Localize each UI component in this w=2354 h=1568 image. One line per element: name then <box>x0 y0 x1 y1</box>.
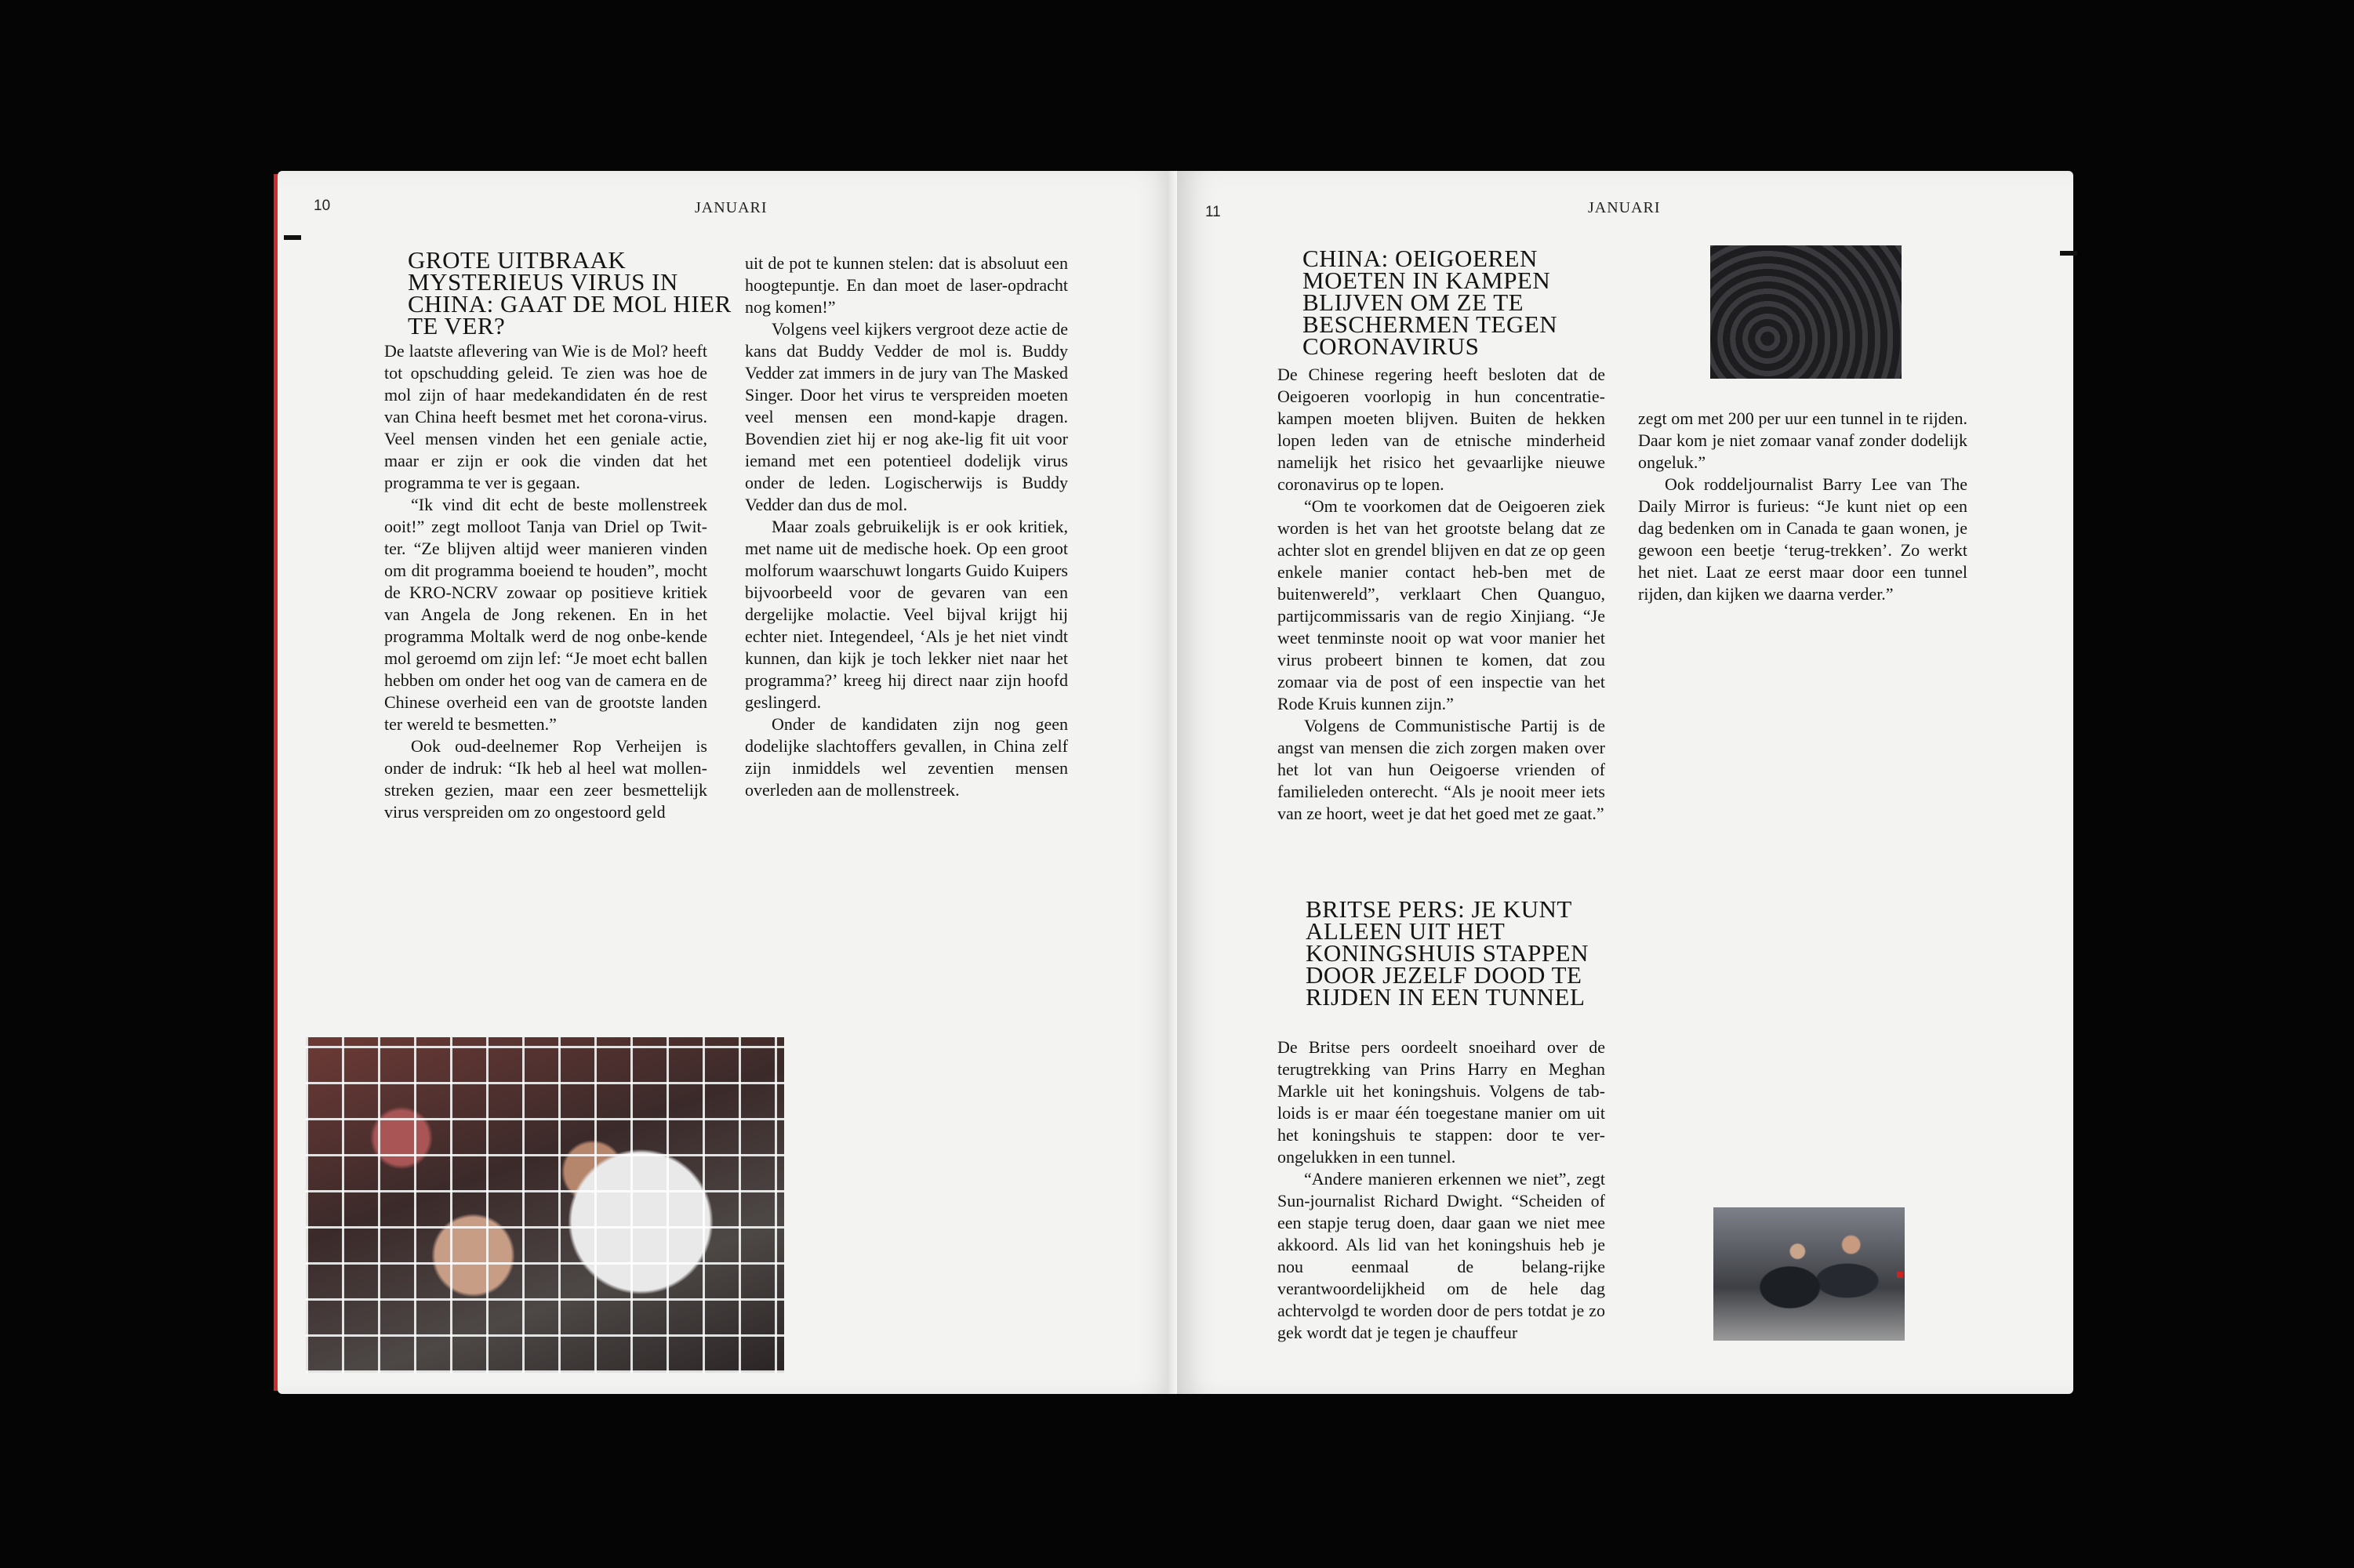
paragraph: De Chinese regering heeft besloten dat de Oeigoeren voorlopig in hun concentratie-kampen moeten blijven. Buiten de hekken lopen leden van de etnische minderheid namelijk het risico het gevaarlijke nieuwe coronavirus op te lopen. <box>1277 365 1605 494</box>
paragraph: De Britse pers oordeelt snoeihard over de terugtrekking van Prins Harry en Meghan Markle uit het koningshuis. Volgens de tab-loids is er maar één toegestane manier om uit het koningshuis te stappen: door te ver-ongelukken in een tunnel. <box>1277 1037 1605 1167</box>
running-head-right: JANUARI <box>1588 199 1661 216</box>
headline-mol-virus: GROTE UITBRAAK MYSTERIEUS VIRUS IN CHINA: GAAT DE MOL HIER TE VER? <box>408 246 732 339</box>
right-page <box>1177 171 2073 1394</box>
paragraph: “Andere manieren erkennen we niet”, zegt Sun-journalist Richard Dwight. “Scheiden of een stapje terug doen, daar gaan we niet mee akkoord. Als lid van het koningshuis heb je nou eenmaal de belang-rijke verantwoordelijkheid om de hele dag achtervolgd te worden door de pers totdat je zo gek wordt dat je tegen je chauffeur <box>1277 1169 1605 1342</box>
paragraph: zegt om met 200 per uur een tunnel in te rijden. Daar kom je niet zomaar vanaf zonder dodelijk ongeluk.” <box>1638 408 1967 472</box>
paragraph: “Om te voorkomen dat de Oeigoeren ziek worden is het van het grootste belang dat ze achter slot en grendel blijven en dat ze op geen enkele manier contact heb-ben met de buitenwereld”, verklaart Chen Quanguo, partijcommissaris van de regio Xinjiang. “Je weet tenminste nooit op wat voor manier het virus probeert binnen te komen, dat zou zomaar via de post of een inspectie van het Rode Kruis kunnen zijn.” <box>1277 496 1605 713</box>
registration-mark <box>2060 251 2077 256</box>
paragraph: Volgens de Communistische Partij is de angst van mensen die zich zorgen maken over het lot van hun Oeigoerse vrienden of familieleden onterecht. “Als je nooit meer iets van ze hoort, weet je dat het goed met ze gaat.” <box>1277 716 1605 823</box>
page-number-left: 10 <box>314 198 331 214</box>
paragraph: Volgens veel kijkers vergroot deze actie de kans dat Buddy Vedder de mol is. Buddy Vedder zat immers in de jury van The Masked Singer. Door het virus te verspreiden moeten veel mensen een mond-kapje dragen. Bovendien ziet hij er nog ake-lig fit uit voor iemand met een potentieel dodelijk virus onder de leden. Logischerwijs is Buddy Vedder dan dus de mol. <box>745 319 1068 514</box>
article-column-oeigoeren <box>1277 364 1605 825</box>
registration-mark <box>284 235 301 240</box>
headline-oeigoeren: CHINA: OEIGOEREN MOETEN IN KAMPEN BLIJVEN OM ZE TE BESCHERMEN TEGEN CORONAVIRUS <box>1302 245 1558 360</box>
article-column-2 <box>745 252 1068 801</box>
article-column-britse-pers-2 <box>1638 408 1967 605</box>
photo-crowd-behind-fence <box>306 1037 784 1373</box>
article-column-1 <box>384 340 707 823</box>
article-column-britse-pers <box>1277 1036 1605 1344</box>
paragraph: Ook oud-deelnemer Rop Verheijen is onder de indruk: “Ik heb al heel wat mollen-streken gezien, maar een zeer besmettelijk virus verspreiden om zo ongestoord geld <box>384 736 707 822</box>
photo-red-marker <box>1897 1272 1903 1278</box>
headline-britse-pers: BRITSE PERS: JE KUNT ALLEEN UIT HET KONINGSHUIS STAPPEN DOOR JEZELF DOOD TE RIJDEN IN EEN TUNNEL <box>1306 895 1589 1011</box>
paragraph: Maar zoals gebruikelijk is er ook kritiek, met name uit de medische hoek. Op een groot molforum waarschuwt longarts Guido Kuipers bijvoorbeeld voor de gevaren van een dergelijke molactie. Veel bijval krijgt hij echter niet. Integendeel, ‘Als je het niet vindt kunnen, dan kijk je toch lekker niet naar het programma?’ kreeg hij direct naar zijn hoofd geslingerd. <box>745 517 1068 712</box>
photo-uighur-camp <box>1710 245 1902 379</box>
running-head-left: JANUARI <box>695 199 768 216</box>
paragraph: “Ik vind dit echt de beste mollenstreek ooit!” zegt molloot Tanja van Driel op Twit-ter. “Ze blijven altijd weer manieren vinden om dit programma boeiend te houden”, mocht de KRO-NCRV zowaar op positieve kritiek van Angela de Jong rekenen. En in het programma Moltalk werd de nog onbe-kende mol geroemd om zijn lef: “Je moet echt ballen hebben om onder het oog van de camera en de Chinese overheid een van de grootste landen ter wereld te besmetten.” <box>384 495 707 734</box>
page-number-right: 11 <box>1205 204 1221 220</box>
photo-harry-meghan <box>1713 1207 1905 1341</box>
paragraph: Ook roddeljournalist Barry Lee van The Daily Mirror is furieus: “Je kunt niet op een dag bedenken om in Canada te gaan wonen, je gewoon een beetje ‘terug-trekken’. Zo werkt het niet. Laat ze eerst maar door een tunnel rijden, dan kijken we daarna verder.” <box>1638 474 1967 604</box>
paragraph: Onder de kandidaten zijn nog geen dodelijke slachtoffers gevallen, in China zelf zijn inmiddels wel zeventien mensen overleden aan de mollenstreek. <box>745 714 1068 800</box>
paragraph: uit de pot te kunnen stelen: dat is absoluut een hoogtepuntje. En dan moet de laser-opdracht nog komen!” <box>745 253 1068 317</box>
paragraph: De laatste aflevering van Wie is de Mol? heeft tot opschudding geleid. Te zien was hoe de mol zijn of haar medekandidaten én de rest van China heeft besmet met het corona-virus. Veel mensen vinden het een geniale actie, maar er zijn er ook die vinden dat het programma te ver is gegaan. <box>384 341 707 492</box>
left-page <box>278 171 1177 1394</box>
